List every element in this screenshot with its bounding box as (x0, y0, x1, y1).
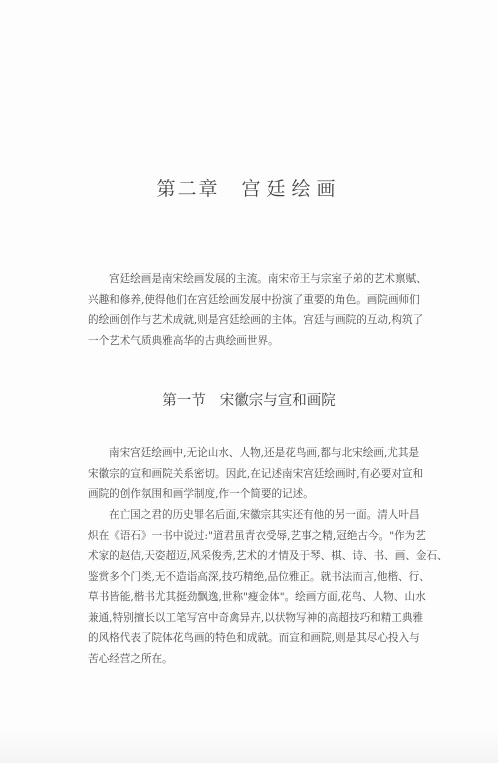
text-line: 的绘画创作与艺术成就,则是宫廷绘画的主体。宫廷与画院的互动,构筑了 (88, 314, 424, 326)
paragraph-2 (88, 505, 448, 669)
section-number: 第一节 (162, 393, 206, 409)
section-title: 宋徽宗与宣和画院 (219, 393, 336, 409)
text-line: 画院的创作氛围和画学制度,作一个简要的记述。 (88, 488, 314, 500)
paragraph-1 (88, 443, 424, 505)
chapter-heading (0, 174, 498, 201)
text-line: 宋徽宗的宣和画院关系密切。因此,在记述南宋宫廷绘画时,有必要对宣和 (88, 467, 424, 480)
text-line: 苦心经营之所在。 (88, 652, 173, 665)
text-line: 炽在《语石》一书中说过:"道君虽青衣受辱,艺事之精,冠绝古今。"作为艺 (88, 529, 426, 542)
text-line: 鉴赏多个门类,无不造诣高深,技巧精绝,品位雅正。就书法而言,他楷、行、 (88, 570, 430, 583)
text-line: 草书皆能,楷书尤其挺劲飘逸,世称"瘦金体"。绘画方面,花鸟、人物、山水 (88, 591, 426, 603)
section-heading (0, 389, 498, 410)
text-line: 术家的赵佶,天姿超迈,风采俊秀,艺术的才情及于琴、棋、诗、书、画、金石、 (88, 550, 448, 562)
chapter-number: 第二章 (156, 178, 220, 200)
text-line: 的风格代表了院体花鸟画的特色和成就。而宣和画院,则是其尽心投入与 (88, 632, 420, 644)
chapter-title: 宫廷绘画 (241, 178, 342, 200)
text-line: 南宋宫廷绘画中,无论山水、人物,还是花鸟画,都与北宋绘画,尤其是 (109, 447, 420, 459)
intro-paragraph (88, 269, 427, 351)
text-line: 兼通,特别擅长以工笔写宫中奇禽异卉,以状物写神的高超技巧和精工典雅 (88, 611, 424, 624)
text-line: 一个艺术气质典雅高华的古典绘画世界。 (88, 334, 279, 347)
page-bottom-shading (0, 729, 498, 763)
text-line: 在亡国之君的历史罪名后面,宋徽宗其实还有他的另一面。清人叶昌 (109, 509, 420, 521)
text-line: 宫廷绘画是南宋绘画发展的主流。南宋帝王与宗室子弟的艺术禀赋、 (109, 273, 427, 285)
text-line: 兴趣和修养,使得他们在宫廷绘画发展中扮演了重要的角色。画院画师们 (88, 293, 420, 306)
